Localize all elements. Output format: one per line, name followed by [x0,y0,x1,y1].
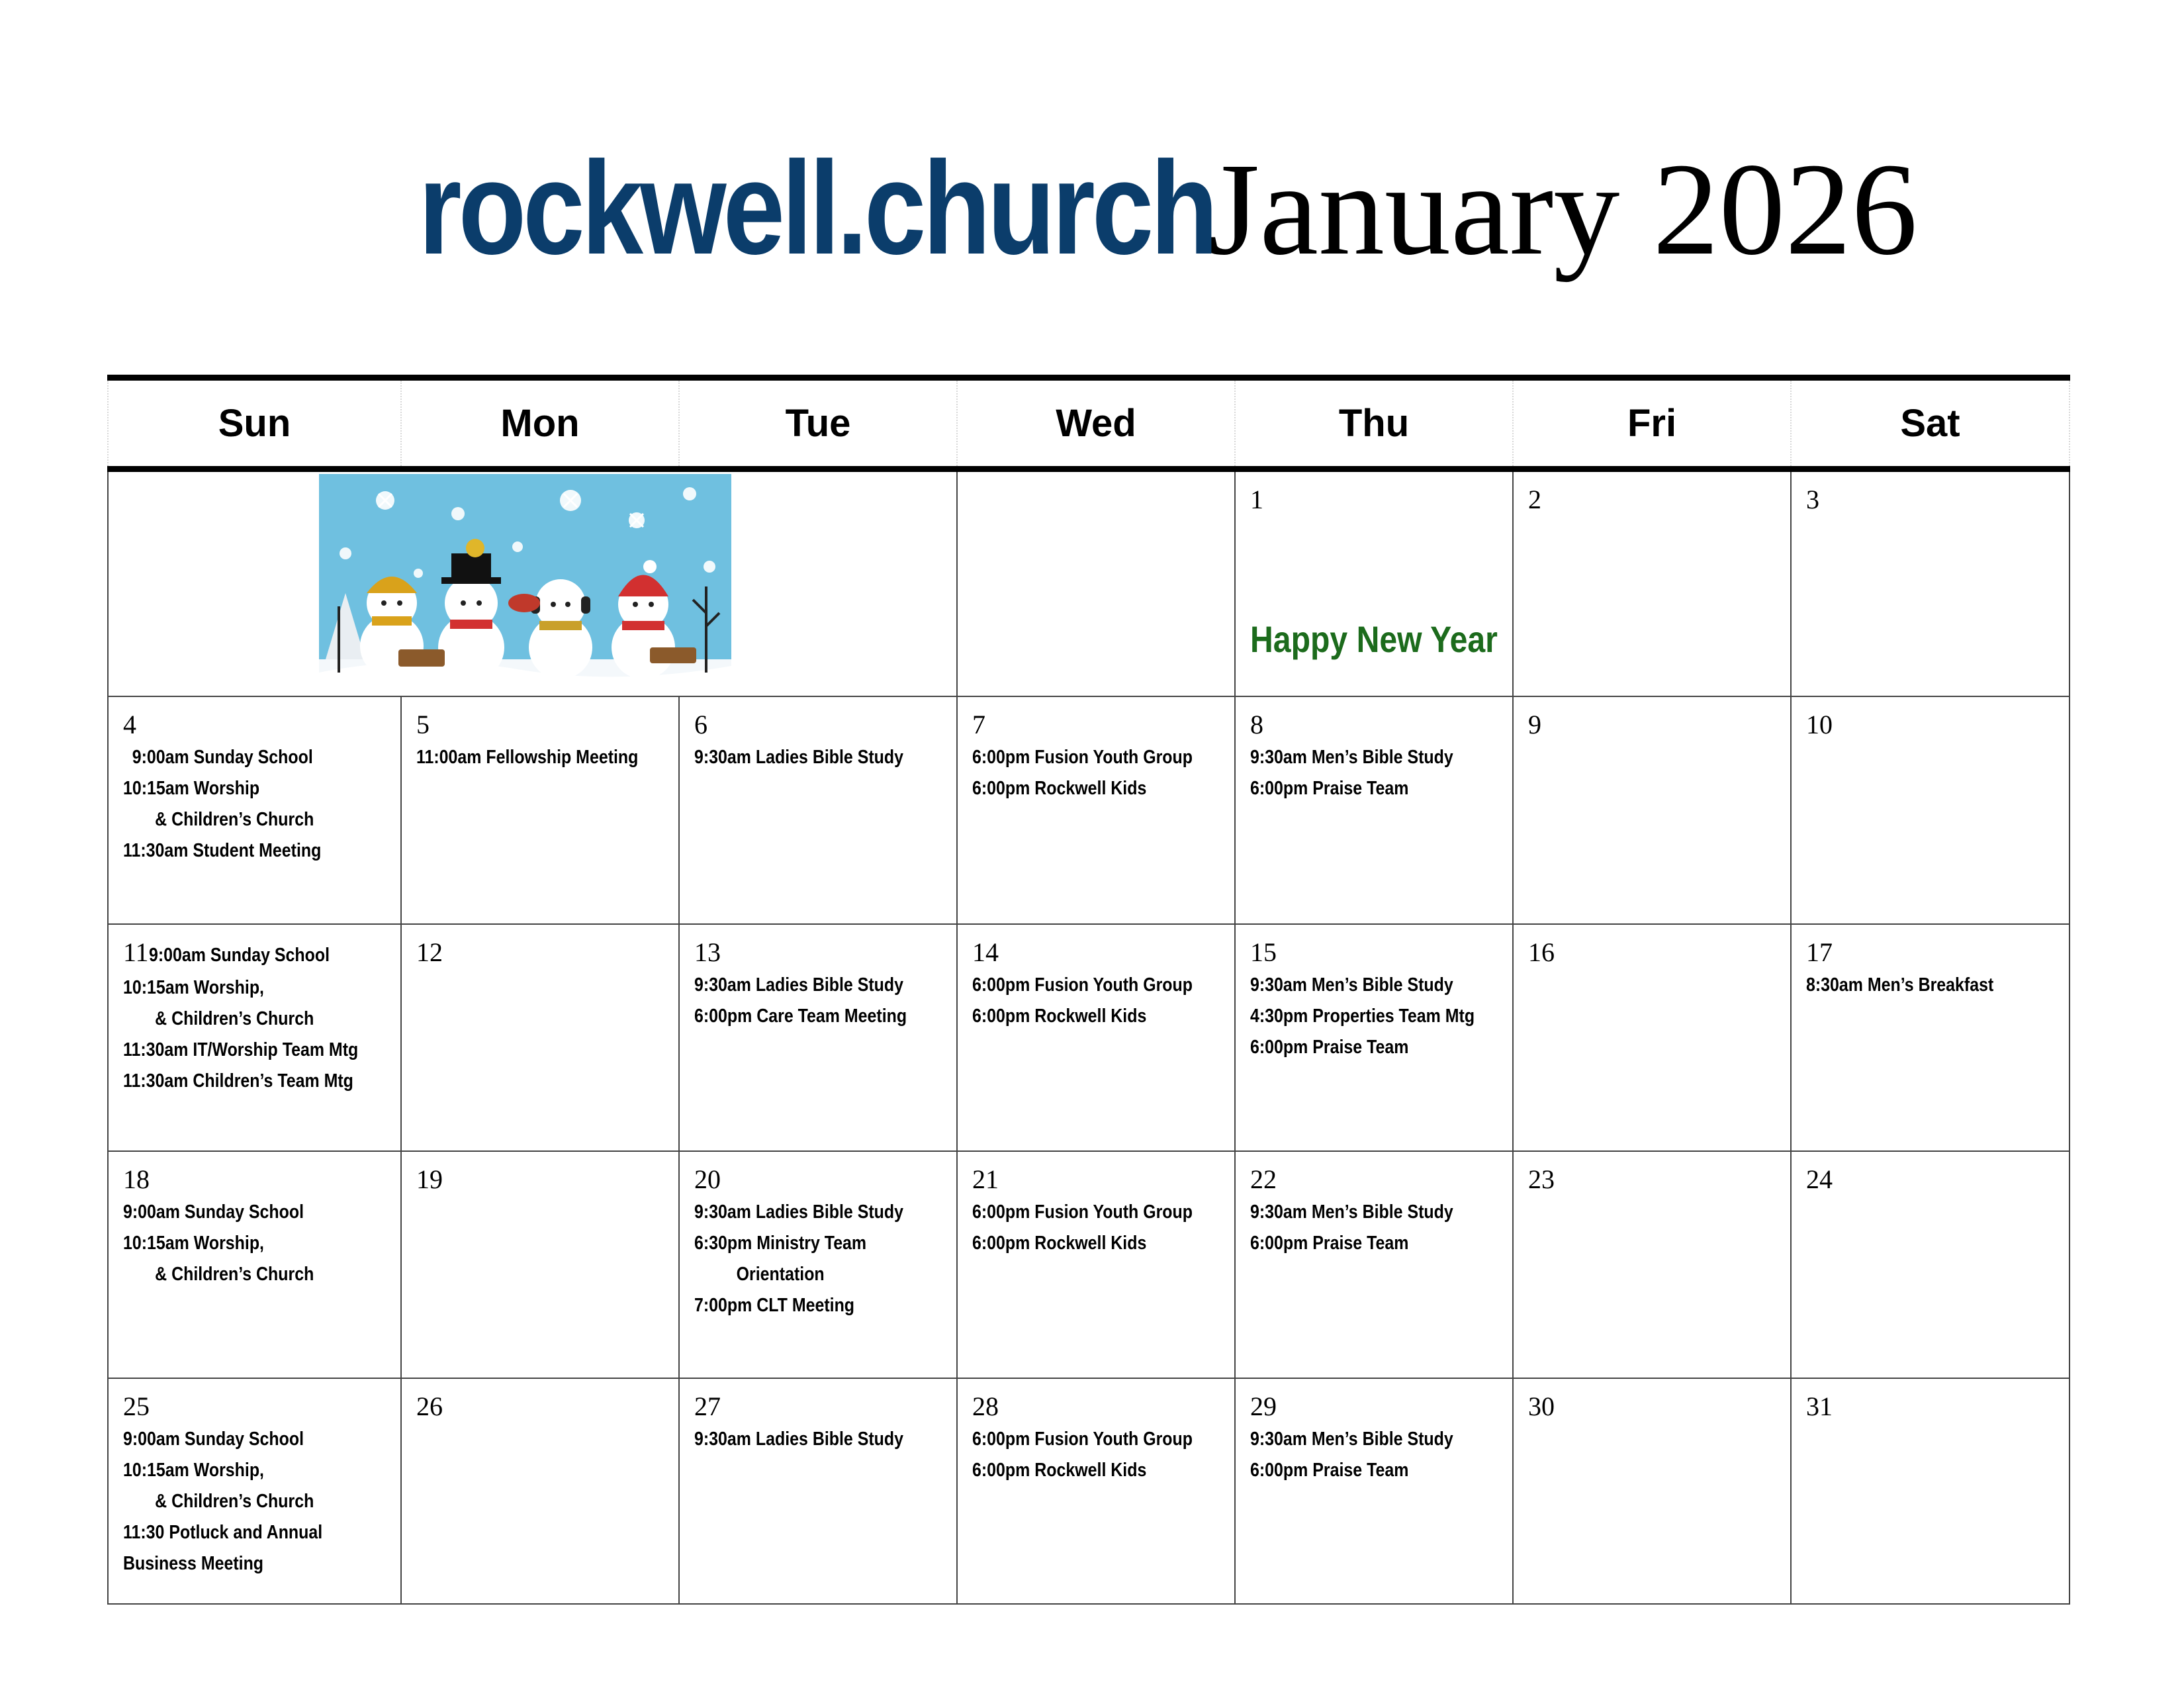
weekday-mon: Mon [402,381,680,466]
event-item: 11:30am Children’s Team Mtg [123,1070,353,1092]
event-item: 6:00pm Praise Team [1250,1037,1409,1058]
header-rule [107,466,2070,472]
event-item: 7:00pm CLT Meeting [694,1295,855,1316]
event-item: 11:00am Fellowship Meeting [416,747,639,768]
holiday-note: Happy New Year [1250,618,1498,660]
event-item: 4:30pm Properties Team Mtg [1250,1006,1475,1027]
event-list [694,1424,956,1455]
event-item: 6:30pm Ministry Team [694,1233,867,1254]
day-cell [680,1152,958,1379]
event-list [123,972,400,1097]
event-list [1806,970,2069,1001]
event-item: 6:00pm Rockwell Kids [972,1006,1147,1027]
event-list [972,1197,1234,1259]
snowmen-illustration [319,474,731,694]
day-number: 17 [1806,937,1833,967]
day-cell [402,697,680,925]
day-number: 21 [972,1164,999,1194]
month-title: January 2026 [1208,136,1918,283]
day-number: 7 [972,710,985,739]
day-number: 19 [416,1164,443,1194]
day-cell [107,925,402,1152]
event-item: 9:30am Men’s Bible Study [1250,747,1453,768]
day-cell [680,1379,958,1605]
event-list [1250,970,1512,1063]
event-item: 9:30am Men’s Bible Study [1250,1429,1453,1450]
day-number: 1 [1250,485,1263,514]
day-number: 8 [1250,710,1263,739]
day-number: 3 [1806,485,1819,514]
day-cell [1236,472,1514,697]
event-list [123,1424,400,1579]
event-item: 6:00pm Fusion Youth Group [972,1201,1193,1223]
event-item: 10:15am Worship, [123,1460,264,1481]
event-item: 10:15am Worship [123,778,260,799]
event-item: 6:00pm Rockwell Kids [972,1233,1147,1254]
event-list [1250,1197,1512,1259]
day-cell [1792,1379,2070,1605]
snowmen-icon [319,474,731,694]
event-item: 9:00am Sunday School [132,747,313,768]
day-cell [107,697,402,925]
day-cell [958,1152,1236,1379]
day-number: 22 [1250,1164,1277,1194]
calendar [107,375,2070,1605]
day-cell [107,1379,402,1605]
weekday-thu: Thu [1236,381,1514,466]
event-item: Orientation [736,1264,825,1285]
event-item: 6:00pm Praise Team [1250,1460,1409,1481]
day-number: 27 [694,1391,721,1421]
event-item: 10:15am Worship, [123,977,264,998]
day-number: 25 [123,1391,150,1421]
day-cell [680,697,958,925]
day-cell [1792,1152,2070,1379]
event-item: & Children’s Church [155,1264,314,1285]
event-list [694,970,956,1032]
weekday-sun: Sun [107,381,402,466]
brand-name: rockwell.church [418,134,1215,282]
event-item: 11:30 Potluck and Annual [123,1522,323,1543]
weekday-tue: Tue [680,381,958,466]
weekday-header [107,381,2070,466]
event-list [1250,1424,1512,1486]
day-cell [402,1152,680,1379]
event-item: 9:00am Sunday School [148,945,330,966]
day-cell [107,1152,402,1379]
event-list [972,742,1234,804]
day-number: 14 [972,937,999,967]
day-number: 18 [123,1164,150,1194]
day-number: 6 [694,710,707,739]
day-cell [1514,925,1792,1152]
event-list [123,1197,400,1290]
event-item: 9:30am Ladies Bible Study [694,1201,904,1223]
event-item: 6:00pm Praise Team [1250,778,1409,799]
event-item: 9:30am Men’s Bible Study [1250,1201,1453,1223]
weekday-sat: Sat [1792,381,2070,466]
day-number: 28 [972,1391,999,1421]
event-item: 6:00pm Fusion Youth Group [972,974,1193,996]
day-cell [1792,925,2070,1152]
day-cell [1236,697,1514,925]
event-item: 6:00pm Praise Team [1250,1233,1409,1254]
day-cell [958,697,1236,925]
day-number: 4 [123,710,136,739]
day-number: 5 [416,710,430,739]
event-item: 6:00pm Rockwell Kids [972,778,1147,799]
event-item: 8:30am Men’s Breakfast [1806,974,1994,996]
day-number: 23 [1528,1164,1555,1194]
day-number: 30 [1528,1391,1555,1421]
day-cell [402,1379,680,1605]
day-number: 26 [416,1391,443,1421]
day-number: 13 [694,937,721,967]
event-item: & Children’s Church [155,1008,314,1029]
event-item: 11:30am IT/Worship Team Mtg [123,1039,359,1060]
day-number: 24 [1806,1164,1833,1194]
day-cell [1514,1379,1792,1605]
day-cell [1514,1152,1792,1379]
event-list [972,970,1234,1032]
day-number: 2 [1528,485,1541,514]
day-cell [1514,472,1792,697]
event-list [1250,742,1512,804]
day-number: 10 [1806,710,1833,739]
day-cell [1236,925,1514,1152]
day-cell [958,925,1236,1152]
day-cell [1236,1379,1514,1605]
day-cell [958,1379,1236,1605]
event-item: 9:30am Ladies Bible Study [694,747,904,768]
event-item: 9:00am Sunday School [123,1429,304,1450]
event-item: 6:00pm Fusion Youth Group [972,747,1193,768]
event-item: 9:30am Ladies Bible Study [694,1429,904,1450]
day-number: 31 [1806,1391,1833,1421]
day-number: 20 [694,1164,721,1194]
day-number: 9 [1528,710,1541,739]
event-item: & Children’s Church [155,809,314,830]
event-item: Business Meeting [123,1553,264,1574]
day-number: 12 [416,937,443,967]
event-list [123,742,400,867]
day-cell [1792,697,2070,925]
top-rule [107,375,2070,381]
event-item: 6:00pm Care Team Meeting [694,1006,907,1027]
day-number: 29 [1250,1391,1277,1421]
event-list [694,1197,956,1321]
day-cell-empty [958,472,1236,697]
weekday-wed: Wed [958,381,1236,466]
event-item: 11:30am Student Meeting [123,840,322,861]
event-item: 9:30am Ladies Bible Study [694,974,904,996]
event-list [972,1424,1234,1486]
day-cell [1236,1152,1514,1379]
event-list [694,742,956,773]
event-item: 9:30am Men’s Bible Study [1250,974,1453,996]
event-item: 10:15am Worship, [123,1233,264,1254]
day-number: 11 [123,937,149,967]
event-item: 6:00pm Fusion Youth Group [972,1429,1193,1450]
event-item: 9:00am Sunday School [123,1201,304,1223]
weekday-fri: Fri [1514,381,1792,466]
day-cell [1792,472,2070,697]
event-item: 6:00pm Rockwell Kids [972,1460,1147,1481]
day-cell [1514,697,1792,925]
page-title [0,132,2184,285]
day-number: 15 [1250,937,1277,967]
day-number: 16 [1528,937,1555,967]
event-list [416,742,678,773]
event-item: & Children’s Church [155,1491,314,1512]
day-cell [402,925,680,1152]
day-cell [680,925,958,1152]
